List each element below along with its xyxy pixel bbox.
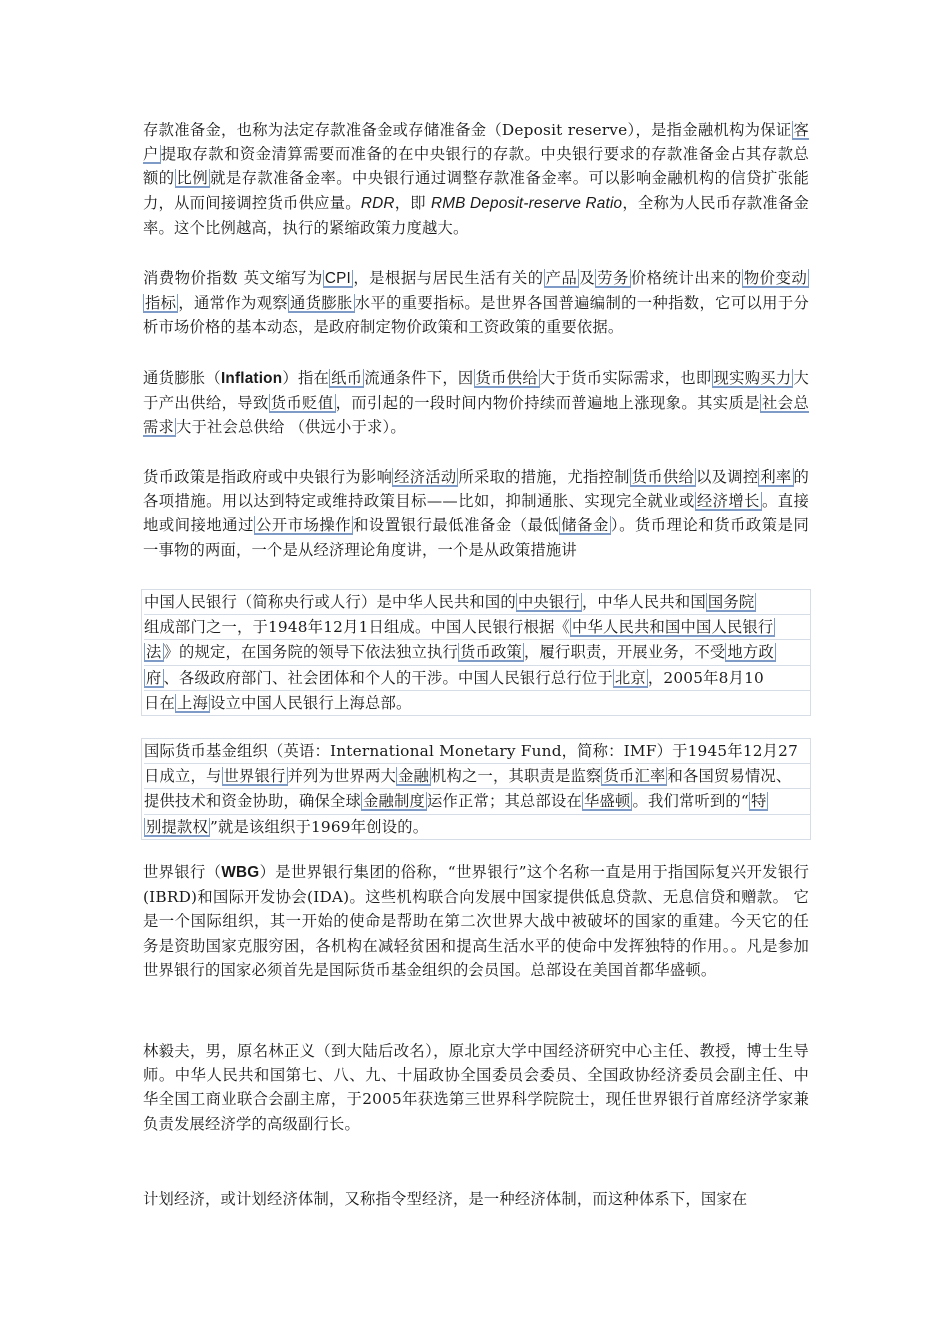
line — [144, 691, 810, 715]
line — [144, 615, 810, 640]
text: 组成部门之一，于1948年12月1日组成。中国人民银行根据《 — [144, 618, 570, 637]
link-local-gov[interactable]: 地方政 — [727, 643, 774, 662]
link-exchange-rate[interactable]: 货币汇率 — [603, 767, 666, 786]
term-rmb-ratio: RMB Deposit-reserve Ratio — [430, 194, 623, 212]
paragraph-lin-yifu — [143, 1039, 809, 1136]
link-paper-money[interactable]: 纸币 — [331, 369, 363, 387]
term-wbg: WBG — [221, 864, 260, 881]
text: ，即 — [394, 193, 431, 212]
link-money-supply-2[interactable]: 货币供给 — [631, 468, 695, 486]
text: ，通常作为观察 — [178, 294, 289, 313]
text: 流通条件下，因 — [364, 369, 474, 387]
link-shanghai[interactable]: 上海 — [177, 693, 208, 712]
text: 水平的重要指标。是世界各国普遍编制的一种指数，它可以用于分析市场价格的基本动态，是政府制定物价政策和工资政策的重要依据。 — [143, 294, 809, 337]
paragraph-world-bank — [143, 860, 809, 982]
link-inflation[interactable]: 通货膨胀 — [290, 294, 353, 313]
line — [144, 789, 810, 814]
text: 》的规定，在国务院的领导下依法独立执行 — [163, 643, 458, 662]
line — [144, 739, 810, 764]
text: 中国人民银行（简称央行或人行）是中华人民共和国的 — [144, 593, 516, 611]
link-reserve[interactable]: 储备金 — [561, 516, 609, 535]
line — [144, 666, 810, 691]
paragraph-inflation — [143, 366, 809, 440]
text: 计划经济，或计划经济体制，又称指令型经济，是一种经济体制，而这种体系下，国家在 — [143, 1190, 748, 1208]
link-interest-rate[interactable]: 利率 — [760, 468, 792, 486]
text: 并列为世界两大 — [287, 767, 396, 786]
text: 通货膨胀（ — [143, 369, 221, 387]
link-central-bank[interactable]: 中央银行 — [517, 593, 580, 611]
paragraph-cpi — [143, 266, 809, 340]
line — [144, 590, 810, 615]
paragraph-deposit-reserve — [143, 118, 809, 240]
text: ）指在 — [282, 369, 330, 387]
text: 的各项措施。用以达到特定或维持政策目标——比如，抑制通胀、实现完全就业或 — [143, 468, 809, 511]
text: ）。货币理论和货币政策是同一事物的两面，一个是从经济理论角度讲，一个是从政策措施讲 — [143, 516, 809, 559]
link-local-gov-cont[interactable]: 府 — [146, 668, 162, 687]
link-open-market[interactable]: 公开市场操作 — [256, 516, 352, 535]
text: 就是存款准备金率。中央银行通过调整存款准备金率。可以影响金融机构的信贷扩张能力，从而间接调控货币供应量。 — [143, 169, 810, 212]
link-economic-activity[interactable]: 经济活动 — [394, 468, 457, 486]
link-pboc-law[interactable]: 中华人民共和国中国人民银行 — [571, 618, 774, 637]
text: 价格统计出来的 — [630, 269, 742, 287]
link-sdr-cont[interactable]: 别提款权 — [146, 817, 208, 836]
link-price-change[interactable]: 物价变动 — [743, 269, 807, 287]
text: ，2005年8月10 — [647, 668, 764, 687]
text: 。直接地或间接地通过 — [143, 492, 809, 535]
link-world-bank[interactable]: 世界银行 — [223, 767, 286, 786]
text: 设立中国人民银行上海总部。 — [210, 693, 412, 712]
link-financial-system[interactable]: 金融制度 — [362, 792, 425, 811]
link-beijing[interactable]: 北京 — [614, 668, 646, 687]
text: 提供技术和资金协助，确保全球 — [144, 792, 361, 811]
link-cpi[interactable]: CPI — [324, 270, 351, 287]
text: 、各级政府部门、社会团体和个人的干涉。中国人民银行总行位于 — [163, 668, 613, 687]
paragraph-pboc — [141, 589, 811, 716]
text: 和设置银行最低准备金（最低 — [353, 516, 560, 535]
text: 货币政策是指政府或中央银行为影响 — [143, 468, 393, 486]
link-state-council[interactable]: 国务院 — [707, 593, 755, 611]
text: 运作正常；其总部设在 — [426, 792, 582, 811]
text: 大于社会总供给 （供远小于求）。 — [176, 418, 406, 437]
line — [144, 815, 810, 839]
link-client[interactable]: 客户 — [143, 121, 809, 164]
link-monetary-policy[interactable]: 货币政策 — [459, 643, 522, 662]
link-economic-growth[interactable]: 经济增长 — [696, 492, 760, 511]
text: ”就是该组织于1969年创设的。 — [210, 817, 429, 836]
text: 提取存款和资金清算需要而准备的在中央银行的存款。中央银行要求的存款准备金占其存款总额的 — [143, 145, 810, 188]
paragraph-planned-economy — [143, 1187, 809, 1211]
text: 日在 — [144, 693, 175, 712]
text: 大于产出供给，导致 — [143, 369, 809, 413]
text: ，是根据与居民生活有关的 — [352, 269, 544, 287]
link-devaluation[interactable]: 货币贬值 — [270, 394, 334, 413]
link-purchasing-power[interactable]: 现实购买力 — [713, 369, 792, 387]
text: 世界银行（ — [143, 863, 222, 881]
text: 大于货币实际需求，也即 — [539, 369, 712, 387]
link-product[interactable]: 产品 — [545, 269, 578, 287]
text: ，而引起的一段时间内物价持续而普遍地上涨现象。其实质是 — [335, 394, 761, 413]
text: 机构之一，其职责是监察 — [430, 767, 602, 786]
text: 和各国贸易情况、 — [667, 767, 792, 786]
line — [144, 764, 810, 789]
link-money-supply[interactable]: 货币供给 — [475, 369, 538, 387]
link-washington[interactable]: 华盛顿 — [583, 792, 631, 811]
link-service[interactable]: 劳务 — [597, 269, 629, 287]
link-aggregate-demand[interactable]: 社会总需求 — [143, 394, 809, 437]
text: ，履行职责，开展业务，不受 — [523, 643, 726, 662]
link-indicator[interactable]: 指标 — [145, 294, 177, 313]
link-pboc-law-cont[interactable]: 法 — [146, 643, 162, 662]
text: 消费物价指数 英文缩写为 — [143, 269, 323, 287]
term-inflation: Inflation — [220, 370, 283, 387]
text: 所采取的措施，尤指控制 — [458, 468, 630, 486]
text: 及 — [579, 269, 596, 287]
text: 存款准备金，也称为法定存款准备金或存储准备金（Deposit reserve），是指金融机构为保证 — [143, 121, 792, 139]
text: 。我们常听到的“ — [632, 792, 749, 811]
text: 以及调控 — [696, 468, 759, 486]
text: ，全称为人民币存款准备金率。这个比例越高，执行的紧缩政策力度越大。 — [143, 193, 810, 237]
line — [144, 640, 810, 665]
paragraph-monetary-policy — [143, 465, 809, 562]
term-rdr: RDR — [360, 194, 395, 212]
text: 日成立，与 — [144, 767, 222, 786]
paragraph-imf — [141, 738, 811, 840]
link-ratio[interactable]: 比例 — [176, 169, 209, 188]
link-sdr[interactable]: 特 — [750, 792, 767, 811]
text: ，中华人民共和国 — [581, 593, 706, 611]
text: 林毅夫，男，原名林正义（到大陆后改名），原北京大学中国经济研究中心主任、教授，博士生导师。中华人民共和国第七、八、九、十届政协全国委员会委员、全国政协经济委员会副主任、中华全国工商业联合会副主席，于2005年获选第三世界科学院院士，现任世界银行首席经济学家兼负责发展经济学的高级副行长。 — [143, 1042, 809, 1133]
text: ）是世界银行集团的俗称，“世界银行”这个名称一直是用于指国际复兴开发银行(IBRD)和国际开发协会(IDA)。这些机构联合向发展中国家提供低息贷款、无息信贷和赠款。 它是一个国际组织，其一开始的使命是帮助在第二次世界大战中被破坏的国家的重建。今天它的任务是资助国家克服穷困，各机构在减轻贫困和提高生活水平的使命中发挥独特的作用。。凡是参加世界银行的国家必须首先是国际货币基金组织的会员国。总部设在美国首都华盛顿。 — [143, 863, 809, 979]
text: 国际货币基金组织（英语：International Monetary Fund，简称：IMF）于1945年12月27 — [144, 742, 799, 760]
link-finance[interactable]: 金融 — [397, 767, 429, 786]
